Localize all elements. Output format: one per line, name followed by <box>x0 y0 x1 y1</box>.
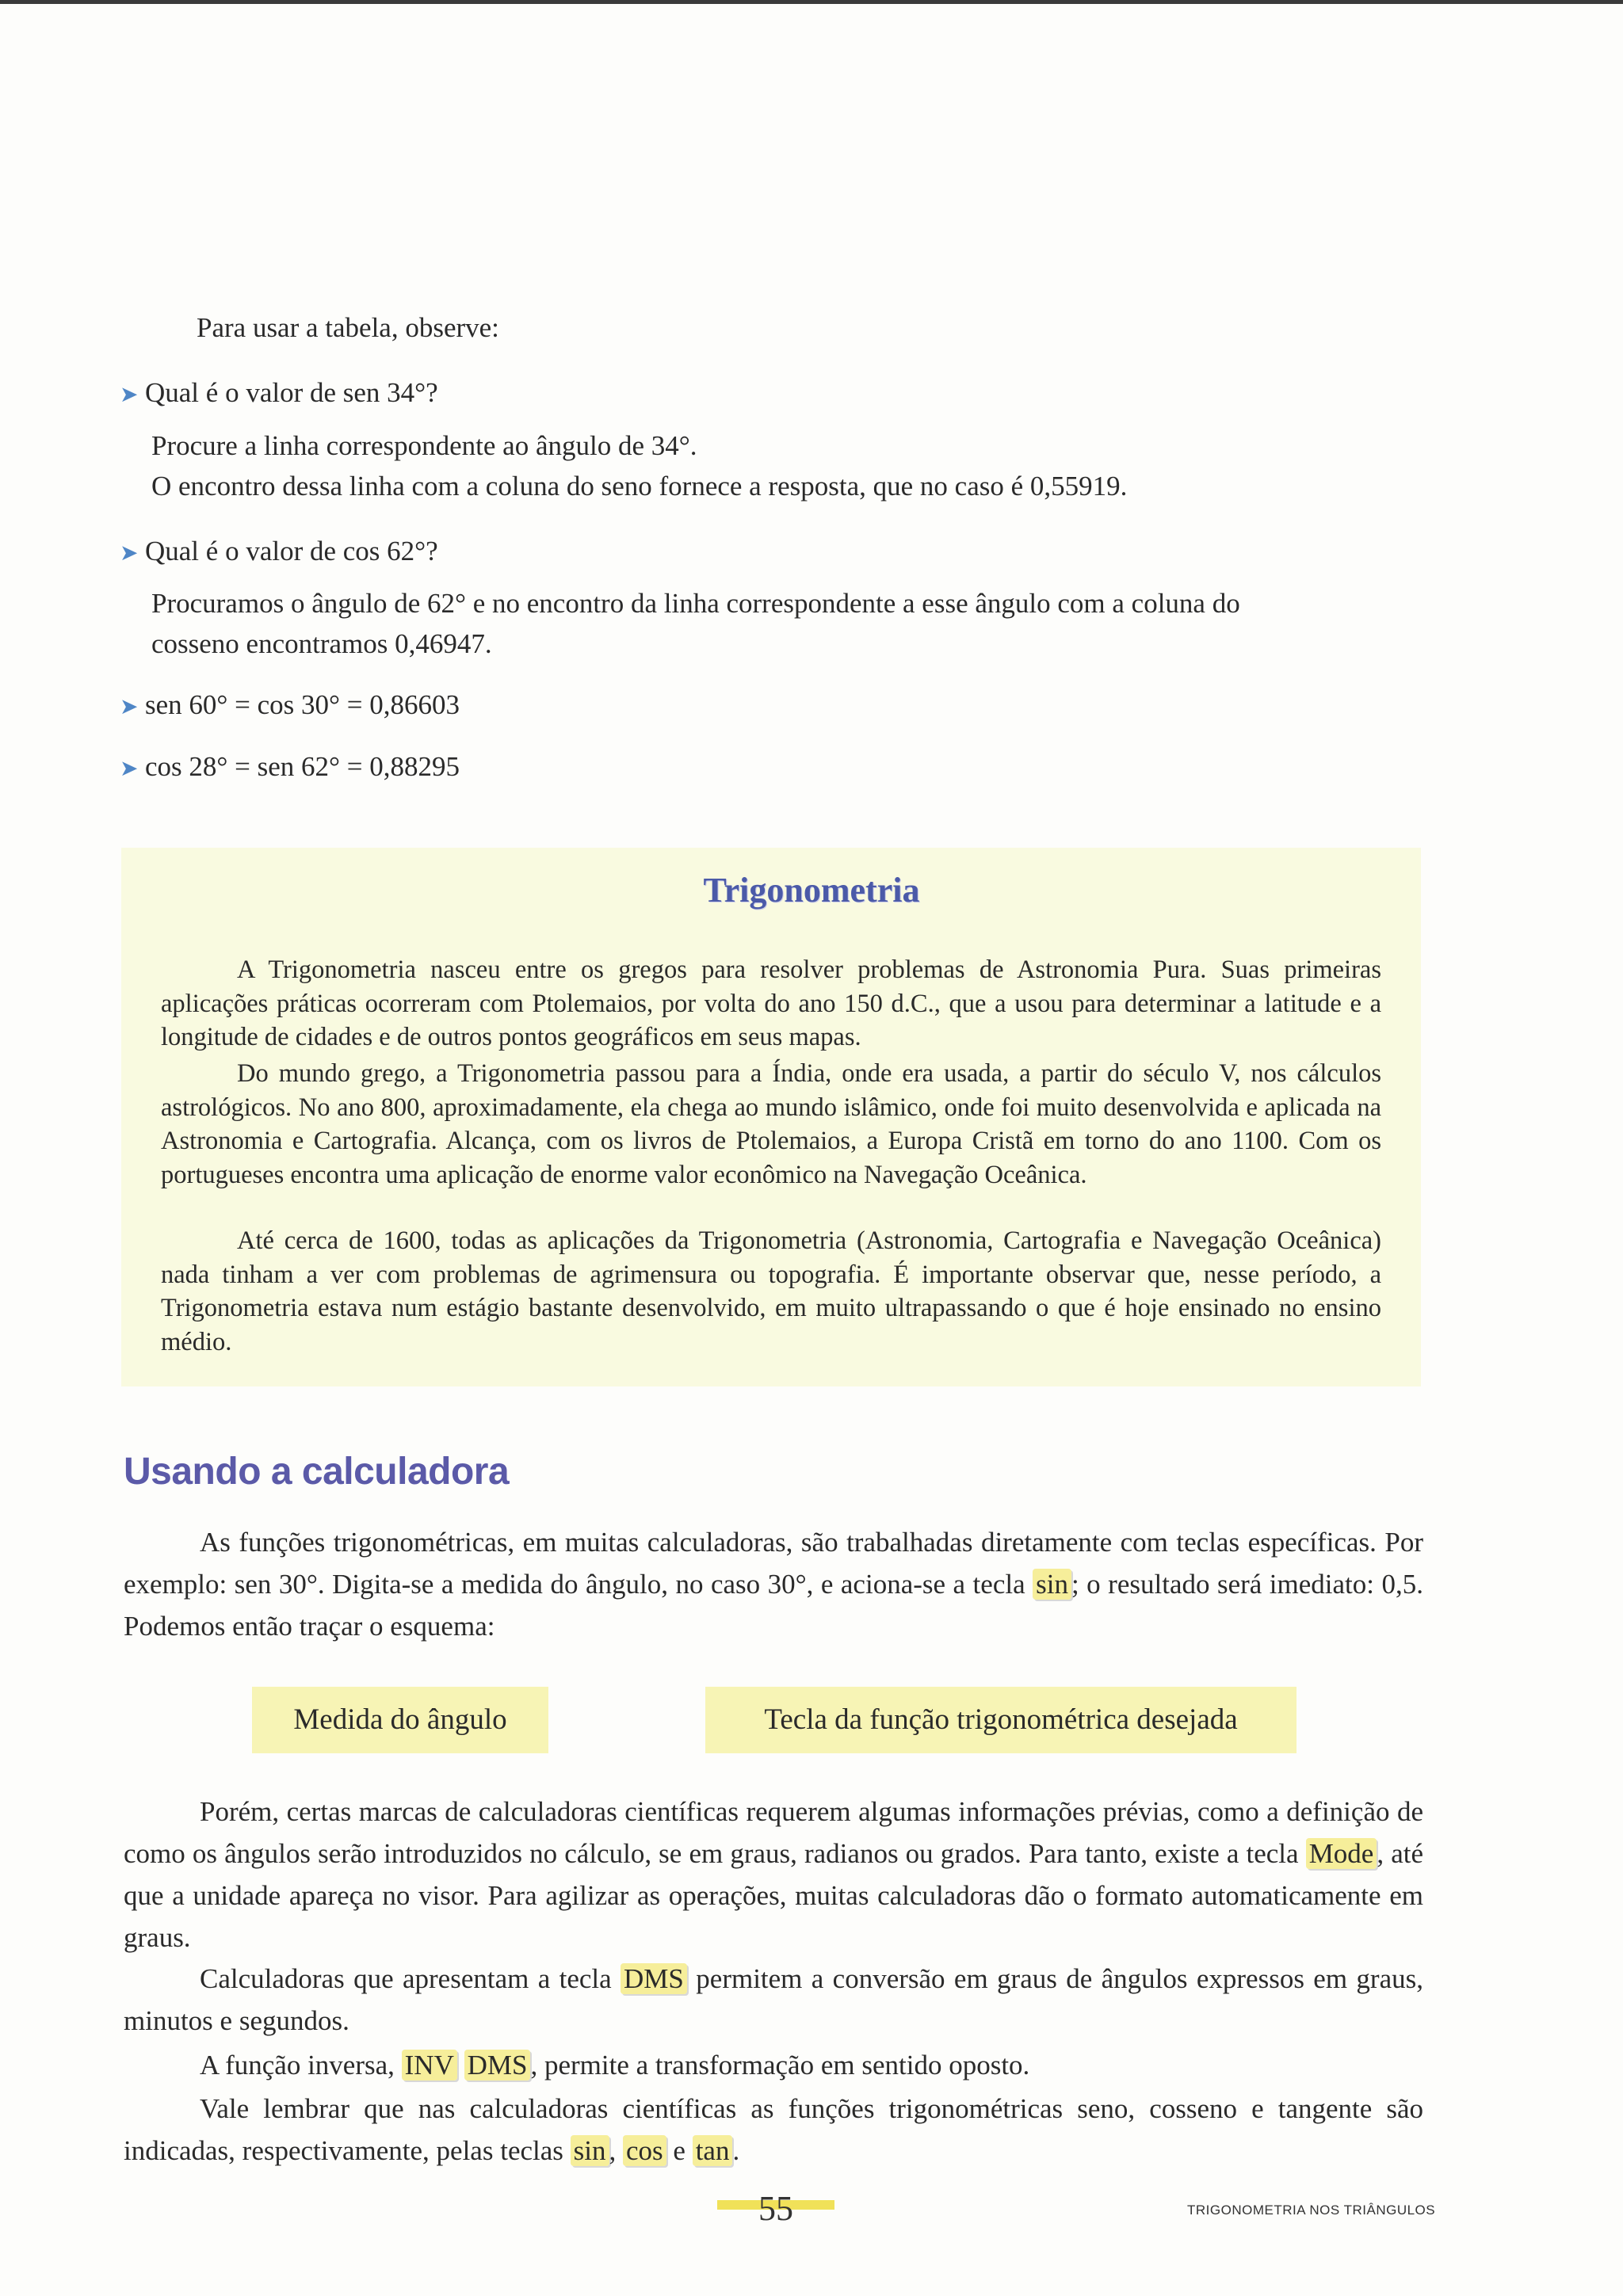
cos-key: cos <box>623 2135 666 2166</box>
scheme-angle-box: Medida do ângulo <box>252 1687 548 1753</box>
page-number: 55 <box>758 2189 793 2228</box>
inv-key: INV <box>402 2050 457 2081</box>
section-heading: Usando a calculadora <box>124 1451 510 1493</box>
question-sen34: ➤ Qual é o valor de sen 34°? <box>120 372 438 415</box>
fact-cos28: ➤ cos 28° = sen 62° = 0,88295 <box>120 746 460 789</box>
q1-line1: Procure a linha correspondente ao ângulo de 34°. <box>151 430 697 461</box>
section-paragraph-2: Porém, certas marcas de calculadoras científicas requerem algumas informações prévias, como a definição de como os ângulos serão introduzidos no cálculo, se em graus, radianos ou grados. Para tanto, existe a tecla Mode , até que a unidade apareça no visor. Para agilizar as operações, muitas calculadoras dão o formato automaticamente em graus. <box>124 1796 1424 1953</box>
arrow-bullet-icon: ➤ <box>120 540 139 566</box>
q2-line2: cosseno encontramos 0,46947. <box>151 628 492 659</box>
arrow-bullet-icon: ➤ <box>120 693 139 719</box>
arrow-bullet-icon: ➤ <box>120 381 139 407</box>
top-rule <box>0 0 1623 4</box>
running-title: TRIGONOMETRIA NOS TRIÂNGULOS <box>1187 2203 1436 2218</box>
box-paragraph-2: Do mundo grego, a Trigonometria passou para a Índia, onde era usada, a partir do século V, nos cálculos astrológicos. No ano 800, aproximadamente, ela chega ao mundo islâmico, onde foi muito desenvolvida e aplicada na Astronomia e Cartografia. Alcança, com os livros de Ptolemaios, a Europa Cristã em torno do ano 1100. Com os portugueses encontra uma aplicação de enorme valor econômico na Navegação Oceânica. <box>161 1059 1381 1189</box>
sin-key: sin <box>1033 1569 1071 1600</box>
dms-key: DMS <box>621 1963 687 1994</box>
q2-line1: Procuramos o ângulo de 62° e no encontro da linha correspondente a esse ângulo com a coluna do <box>151 588 1240 619</box>
box-title: Trigonometria <box>703 871 920 910</box>
section-paragraph-5: Vale lembrar que nas calculadoras científicas as funções trigonométricas seno, cosseno e tangente são indicadas, respectivamente, pelas teclas sin , cos e tan . <box>124 2093 1423 2166</box>
arrow-bullet-icon: ➤ <box>120 755 139 781</box>
mode-key: Mode <box>1306 1838 1377 1869</box>
sin-key-2: sin <box>571 2135 609 2166</box>
box-paragraph-3: Até cerca de 1600, todas as aplicações da Trigonometria (Astronomia, Cartografia e Navegação Oceânica) nada tinham a ver com problemas de agrimensura ou topografia. É importante observar que, nesse período, a Trigonometria estava num estágio bastante desenvolvido, em muito ultrapassando o que é hoje ensinado no ensino médio. <box>161 1226 1381 1356</box>
q1-line2: O encontro dessa linha com a coluna do seno fornece a resposta, que no caso é 0,55919. <box>151 471 1128 502</box>
intro-lead: Para usar a tabela, observe: <box>197 312 499 343</box>
dms-key-inverse: DMS <box>464 2050 531 2081</box>
tan-key: tan <box>693 2135 733 2166</box>
section-paragraph-4: A função inversa, INV DMS , permite a transformação em sentido oposto. <box>200 2050 1030 2081</box>
scheme-function-key-box: Tecla da função trigonométrica desejada <box>705 1687 1296 1753</box>
box-paragraph-1: A Trigonometria nasceu entre os gregos para resolver problemas de Astronomia Pura. Suas primeiras aplicações práticas ocorreram com Ptolemaios, por volta do ano 150 d.C., que a usou para determinar a latitude e a longitude de cidades e de outros pontos geográficos em seus mapas. <box>161 955 1381 1051</box>
section-paragraph-1: As funções trigonométricas, em muitas calculadoras, são trabalhadas diretamente com teclas específicas. Por exemplo: sen 30°. Digita-se a medida do ângulo, no caso 30°, e aciona-se a tecla sin ; o resultado será imediato: 0,5. Podemos então traçar o esquema: <box>124 1527 1423 1642</box>
section-paragraph-3: Calculadoras que apresentam a tecla DMS permitem a conversão em graus de ângulos expressos em graus, minutos e segundos. <box>124 1963 1423 2036</box>
fact-sen60: ➤ sen 60° = cos 30° = 0,86603 <box>120 685 460 727</box>
question-cos62: ➤ Qual é o valor de cos 62°? <box>120 531 438 574</box>
